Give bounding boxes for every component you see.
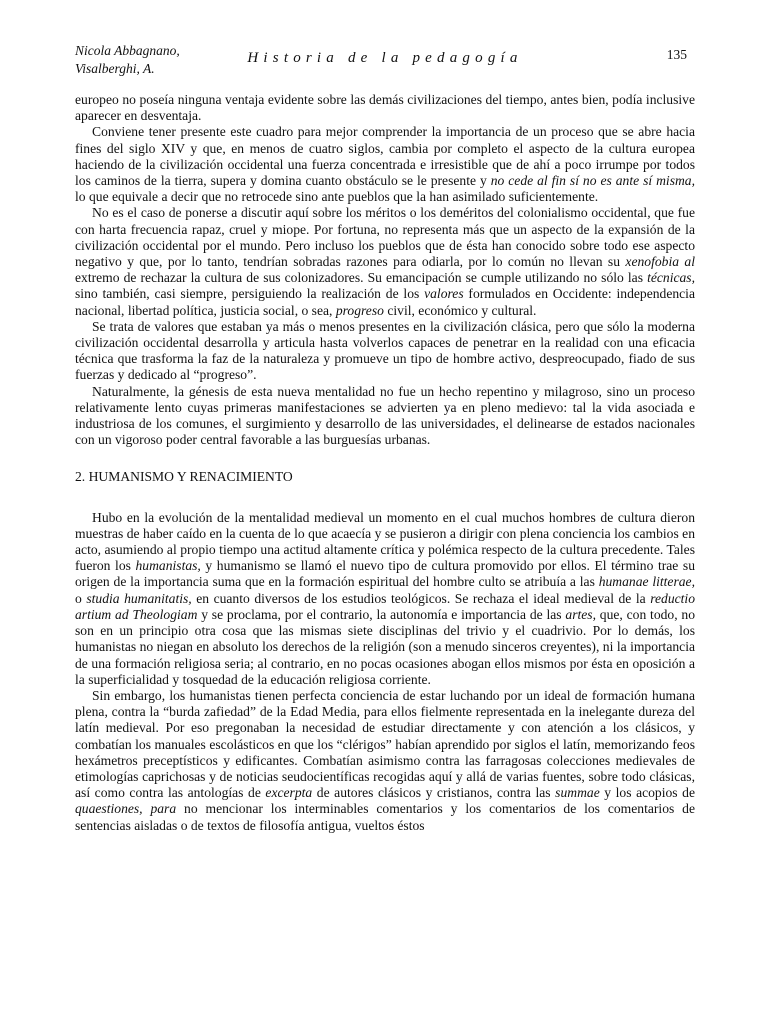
text-run: y humanismo se llamó el nuevo tipo de cultura promovido por ellos. El término trae su origen de la importancia suma que en la formación espiritual del hombre culto se atribuía a las xyxy=(75,558,696,590)
text-run: civil, económico y cultural. xyxy=(383,302,537,318)
italic-run: reductio artium ad Theologiam xyxy=(75,590,695,622)
text-run: lo que equivale a decir que no retrocede sino ante pueblos que la han asimilado suficientemente. xyxy=(75,189,599,205)
italic-run: humanistas, xyxy=(135,558,201,574)
text-run: en cuanto diversos de los estudios teológicos. Se rechaza el ideal medieval de la xyxy=(191,590,651,606)
italic-run: xenofobia al xyxy=(625,254,695,270)
italic-run: artes, xyxy=(565,606,596,622)
italic-run: no cede al fin sí no es ante sí misma, xyxy=(490,173,695,189)
text-run: formulados en Occidente: independencia nacional, libertad política, justicia social, o sea, xyxy=(75,286,695,318)
paragraph-5: Naturalmente, la génesis de esta nueva mentalidad no fue un hecho repentino y milagroso, sino un proceso relativamente lento cuyas primeras manifestaciones se advierten ya en pleno medievo: tal la vida asociada e industriosa de los comunes, el surgimiento y desarrollo de las universidades, el delinearse de estados nacionales con un vigoroso poder central favorable a las burguesías urbanas. xyxy=(75,383,695,448)
italic-run: progreso xyxy=(335,302,384,318)
author-line-2: Visalberghi, A. xyxy=(75,61,155,76)
text-run: y los acopios de xyxy=(599,785,695,801)
text-run: o xyxy=(75,590,87,606)
text-run: sino también, casi siempre, persiguiendo la realización de los xyxy=(75,286,425,302)
paragraph-3 xyxy=(75,205,695,318)
author-line-1: Nicola Abbagnano, xyxy=(75,43,180,58)
text-run: extremo de rechazar la cultura de sus colonizadores. Su emancipación se cumple utilizando no sólo las xyxy=(75,270,648,286)
text-run: No es el caso de ponerse a discutir aquí sobre los méritos o los deméritos del colonialismo occidental, que fue con harta frecuencia rapaz, cruel y miope. Por fortuna, no representa más que un aspecto de la expansión de la civilización occidental por el mundo. Pero incluso los pueblos que de ésta han conocido sobre todo ese aspecto negativo y que, por lo tanto, tendrían sobradas razones para odiarla, por lo común no llevan su xyxy=(75,205,695,270)
paragraph-4: Se trata de valores que estaban ya más o menos presentes en la civilización clásica, pero que sólo la moderna civilización occidental desarrolla y articula hasta volverlos capaces de penetrar en la realidad con una eficacia técnica que trasforma la faz de la naturaleza y promueve un tipo de hombre activo, despreocupado, fiado de sus fuerzas y dedicado al “progreso”. xyxy=(75,318,695,383)
text-run: Hubo en la evolución de la mentalidad medieval un momento en el cual muchos hombres de cultura dieron muestras de haber caído en la cuenta de lo que acaecía y se pusieron a dirigir con plena conciencia los cambios en acto, asumiendo al propio tiempo una actitud altamente crítica y polémica respecto de la cultura precedente. Tales fueron los xyxy=(75,509,695,574)
italic-run: técnicas, xyxy=(647,270,695,286)
text-run: Conviene tener presente este cuadro para mejor comprender la importancia de un proceso que se abre hacia fines del siglo XIV y que, en menos de cuatro siglos, cambia por completo el aspecto de la cultura europea haciendo de la civilización occidental una fuerza concentrada e irresistible que de ahí a poco irrumpe por todos los caminos de la tierra, supera y domina cuanto obstáculo se le presente y xyxy=(75,124,695,189)
paragraph-7 xyxy=(75,688,695,834)
section-heading: 2. HUMANISMO Y RENACIMIENTO xyxy=(75,469,293,485)
italic-run: humanae litterae, xyxy=(598,574,695,590)
document-body xyxy=(75,92,695,834)
paragraph-2 xyxy=(75,124,695,205)
page-number: 135 xyxy=(666,47,687,62)
text-run: Sin embargo, los humanistas tienen perfecta conciencia de estar luchando por un ideal de formación humana plena, contra la “burda zafiedad” de la Edad Media, para ellos fielmente representada en la inelegante dureza del latín medieval. Por eso pregonaban la necesidad de estudiar directamente y con atención a los clásicos, y combatían los manuales escolásticos en que los “clérigos” habían aprendido por siglos el latín, memorizando feos hexámetros preceptísticos y edificantes. Combatían asimismo contra las farragosas colecciones medievales de etimologías caprichosas y de noticias seudocientíficas recogidas aquí y allá de varias fuentes, sobre todo clásicas, así como contra las antologías de xyxy=(75,687,695,801)
page-header xyxy=(75,42,695,82)
italic-run: valores xyxy=(424,286,464,302)
text-run: no mencionar los interminables comentarios y los comentarios de los comentarios de sentencias aisladas o de textos de filosofía antigua, vueltos éstos xyxy=(75,801,695,833)
italic-run: summae xyxy=(555,785,600,801)
book-title: Historia de la pedagogía xyxy=(247,50,523,66)
text-run: y se proclama, por el contrario, la autonomía e importancia de las xyxy=(197,606,566,622)
italic-run: excerpta xyxy=(265,785,313,801)
italic-run: quaestiones, para xyxy=(75,801,177,817)
paragraph-1: europeo no poseía ninguna ventaja evidente sobre las demás civilizaciones del tiempo, antes bien, podía inclusive aparecer en desventaja. xyxy=(75,92,695,124)
text-run: que, con todo, no son en un principio otra cosa que las mismas siete disciplinas del trivio y el cuadrivio. Por lo demás, los humanistas no niegan en absoluto los derechos de la religión (son a menudo sinceros creyentes), ni la importancia de una formación religiosa seria; al contrario, en no pocas ocasiones abogan ellos mismos por ésta en oposición a la superficialidad y tosquedad de la educación religiosa corriente. xyxy=(75,606,695,687)
paragraph-6 xyxy=(75,510,695,688)
text-run: de autores clásicos y cristianos, contra las xyxy=(312,785,556,801)
italic-run: studia humanitatis, xyxy=(86,590,192,606)
